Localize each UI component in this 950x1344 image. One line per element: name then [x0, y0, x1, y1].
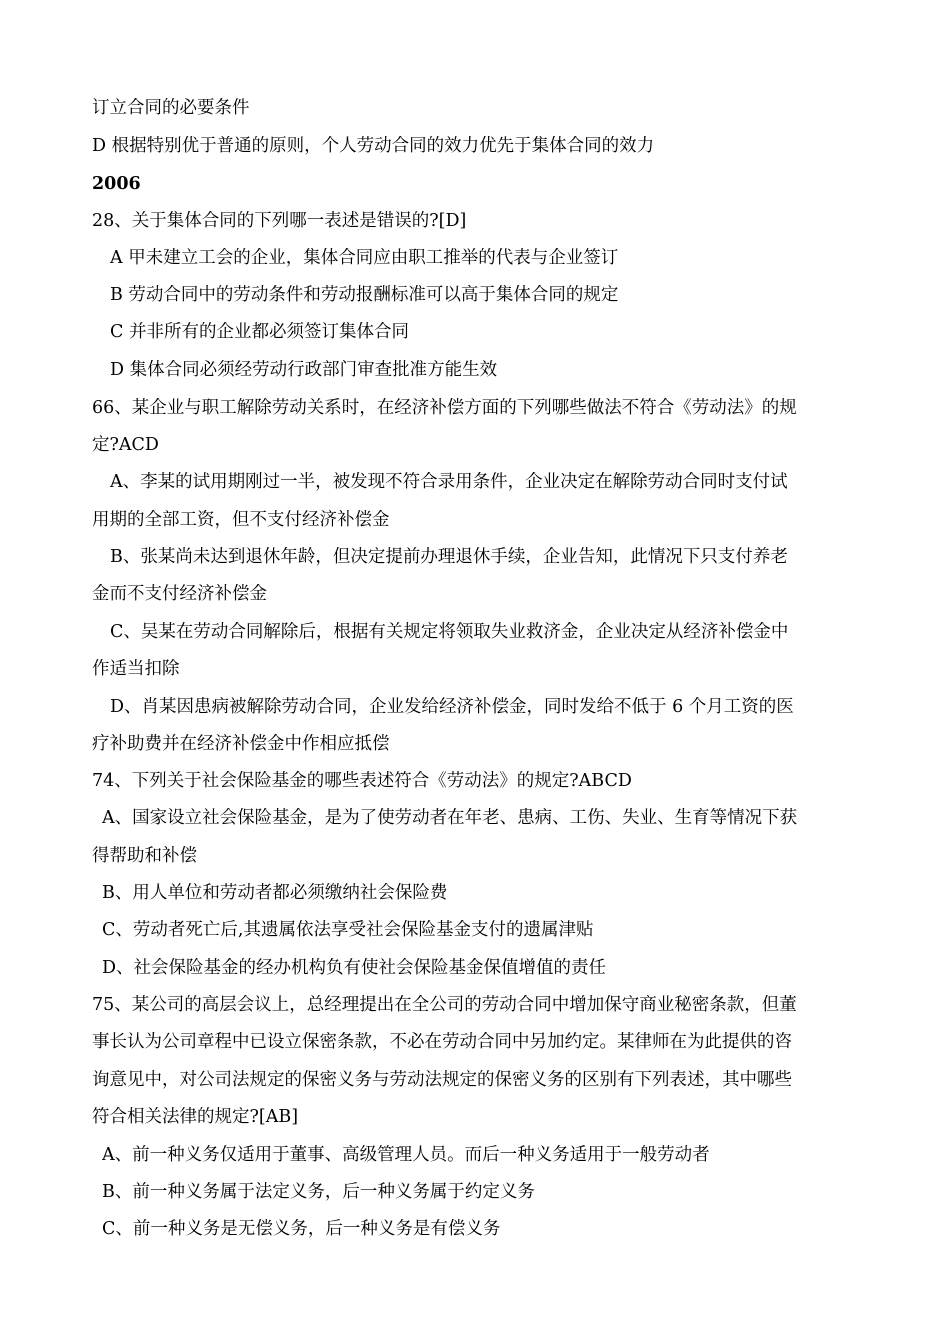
text-line: 得帮助和补偿 — [92, 846, 197, 866]
answer-option: A、国家设立社会保险基金，是为了使劳动者在年老、患病、工伤、失业、生育等情况下获 — [102, 808, 798, 828]
answer-option: D、肖某因患病被解除劳动合同，企业发给经济补偿金，同时发给不低于 6 个月工资的医 — [110, 697, 794, 717]
text-line: 订立合同的必要条件 — [92, 98, 250, 118]
text-line: D 根据特别优于普通的原则，个人劳动合同的效力优先于集体合同的效力 — [92, 136, 655, 156]
text-line: 作适当扣除 — [92, 659, 180, 679]
answer-option: C、吴某在劳动合同解除后，根据有关规定将领取失业救济金，企业决定从经济补偿金中 — [110, 622, 789, 642]
answer-option: A、李某的试用期刚过一半，被发现不符合录用条件，企业决定在解除劳动合同时支付试 — [110, 472, 788, 492]
answer-option: A 甲未建立工会的企业，集体合同应由职工推举的代表与企业签订 — [110, 248, 619, 268]
question-title: 66、某企业与职工解除劳动关系时，在经济补偿方面的下列哪些做法不符合《劳动法》的规 — [92, 398, 797, 418]
text-line: 金而不支付经济补偿金 — [92, 584, 267, 604]
text-line: 疗补助费并在经济补偿金中作相应抵偿 — [92, 734, 390, 754]
answer-option: C、劳动者死亡后,其遗属依法享受社会保险基金支付的遗属津贴 — [102, 920, 594, 940]
text-line: 事长认为公司章程中已设立保密条款，不必在劳动合同中另加约定。某律师在为此提供的咨 — [92, 1032, 792, 1052]
text-line: 符合相关法律的规定?[AB] — [92, 1107, 299, 1127]
answer-option: D、社会保险基金的经办机构负有使社会保险基金保值增值的责任 — [102, 958, 607, 978]
text-line: 用期的全部工资，但不支付经济补偿金 — [92, 510, 390, 530]
answer-option: C、前一种义务是无偿义务，后一种义务是有偿义务 — [102, 1219, 501, 1239]
text-line: 定?ACD — [92, 435, 159, 455]
answer-option: D 集体合同必须经劳动行政部门审查批准方能生效 — [110, 360, 498, 380]
answer-option: B、张某尚未达到退休年龄，但决定提前办理退休手续，企业告知，此情况下只支付养老 — [110, 547, 788, 567]
section-heading: 2006 — [92, 174, 141, 194]
text-line: 询意见中，对公司法规定的保密义务与劳动法规定的保密义务的区别有下列表述，其中哪些 — [92, 1070, 792, 1090]
answer-option: A、前一种义务仅适用于董事、高级管理人员。而后一种义务适用于一般劳动者 — [102, 1145, 710, 1165]
answer-option: C 并非所有的企业都必须签订集体合同 — [110, 322, 409, 342]
question-title: 28、关于集体合同的下列哪一表述是错误的?[D] — [92, 211, 467, 231]
answer-option: B、前一种义务属于法定义务，后一种义务属于约定义务 — [102, 1182, 535, 1202]
question-title: 74、下列关于社会保险基金的哪些表述符合《劳动法》的规定?ABCD — [92, 771, 632, 791]
answer-option: B 劳动合同中的劳动条件和劳动报酬标准可以高于集体合同的规定 — [110, 285, 619, 305]
question-title: 75、某公司的高层会议上，总经理提出在全公司的劳动合同中增加保守商业秘密条款，但董 — [92, 995, 797, 1015]
answer-option: B、用人单位和劳动者都必须缴纳社会保险费 — [102, 883, 448, 903]
